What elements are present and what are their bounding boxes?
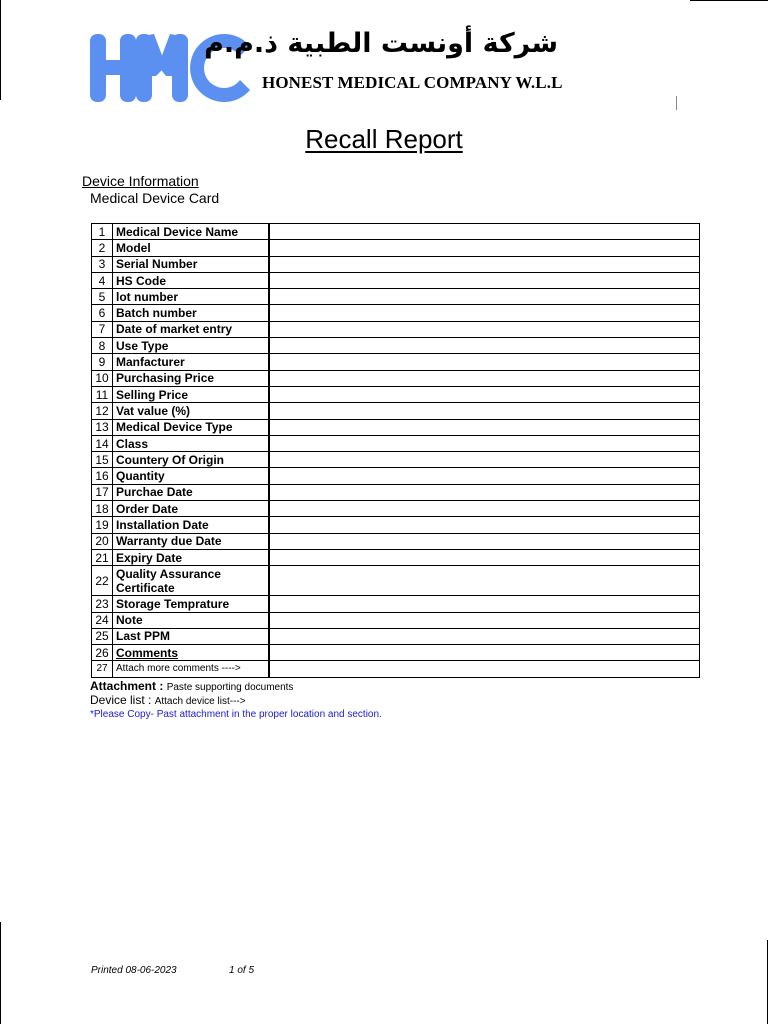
- row-label: HS Code: [113, 272, 270, 288]
- row-number: 2: [92, 240, 113, 256]
- row-label: Purchasing Price: [113, 370, 270, 386]
- row-label: Expiry Date: [113, 549, 270, 565]
- row-label: lot number: [113, 289, 270, 305]
- row-label: Quality Assurance Certificate: [113, 566, 270, 596]
- row-label: Model: [113, 240, 270, 256]
- row-number: 12: [92, 403, 113, 419]
- table-row: [92, 484, 700, 500]
- row-number: 11: [92, 386, 113, 402]
- row-value-field[interactable]: [269, 240, 700, 256]
- table-row: [92, 403, 700, 419]
- row-label: Class: [113, 435, 270, 451]
- row-number: 25: [92, 628, 113, 644]
- row-number: 17: [92, 484, 113, 500]
- table-row: [92, 533, 700, 549]
- row-value-field[interactable]: [269, 484, 700, 500]
- section-title: Device Information: [82, 173, 199, 189]
- row-value-field[interactable]: [269, 338, 700, 354]
- table-row: [92, 452, 700, 468]
- row-value-field[interactable]: [269, 533, 700, 549]
- row-number: 1: [92, 224, 113, 240]
- row-number: 8: [92, 338, 113, 354]
- row-value-field[interactable]: [269, 321, 700, 337]
- row-label: Storage Temprature: [113, 596, 270, 612]
- row-label: Purchae Date: [113, 484, 270, 500]
- page-number: 1 of 5: [229, 965, 255, 976]
- row-value-field[interactable]: [269, 305, 700, 321]
- row-label: Last PPM: [113, 628, 270, 644]
- row-label: Countery Of Origin: [113, 452, 270, 468]
- row-label: Order Date: [113, 501, 270, 517]
- row-number: 6: [92, 305, 113, 321]
- table-row: [92, 612, 700, 628]
- row-label: Medical Device Type: [113, 419, 270, 435]
- crop-mark-top-left: [0, 0, 1, 100]
- row-value-field[interactable]: [269, 645, 700, 661]
- table-row: [92, 272, 700, 288]
- printed-date: Printed 08-06-2023: [91, 965, 177, 976]
- row-value-field[interactable]: [269, 403, 700, 419]
- row-value-field[interactable]: [269, 628, 700, 644]
- row-value-field[interactable]: [269, 517, 700, 533]
- table-row: [92, 596, 700, 612]
- crop-mark-bottom-left: [0, 922, 1, 1024]
- table-row: [92, 549, 700, 565]
- table-row: [92, 501, 700, 517]
- row-label: Manfacturer: [113, 354, 270, 370]
- table-row: [92, 419, 700, 435]
- row-number: 4: [92, 272, 113, 288]
- row-number: 24: [92, 612, 113, 628]
- row-number: 13: [92, 419, 113, 435]
- row-number: 16: [92, 468, 113, 484]
- table-row: [92, 517, 700, 533]
- row-number: 18: [92, 501, 113, 517]
- attachment-line: [90, 679, 293, 693]
- device-list-label: Device list :: [90, 693, 152, 707]
- row-number: 15: [92, 452, 113, 468]
- row-number: 26: [92, 645, 113, 661]
- row-label: Selling Price: [113, 386, 270, 402]
- row-value-field[interactable]: [269, 354, 700, 370]
- device-list-value[interactable]: Attach device list--->: [154, 696, 246, 707]
- row-value-field[interactable]: [269, 501, 700, 517]
- table-row: [92, 628, 700, 644]
- row-number: 21: [92, 549, 113, 565]
- table-row: [92, 661, 700, 677]
- table-row: [92, 354, 700, 370]
- table-row: [92, 370, 700, 386]
- row-value-field[interactable]: [269, 452, 700, 468]
- crop-mark-top-right: [690, 0, 768, 1]
- row-label: Warranty due Date: [113, 533, 270, 549]
- table-row: [92, 386, 700, 402]
- row-label: Note: [113, 612, 270, 628]
- row-number: 23: [92, 596, 113, 612]
- page-title: Recall Report: [305, 124, 463, 154]
- device-info-table: [91, 223, 700, 678]
- row-label: Quantity: [113, 468, 270, 484]
- row-value-field[interactable]: [269, 289, 700, 305]
- row-value-field[interactable]: [269, 419, 700, 435]
- row-value-field[interactable]: [269, 272, 700, 288]
- attachment-label: Attachment :: [90, 679, 164, 693]
- row-number: 10: [92, 370, 113, 386]
- row-value-field[interactable]: [269, 661, 700, 677]
- device-list-line: [90, 693, 246, 707]
- row-number: 19: [92, 517, 113, 533]
- row-number: 9: [92, 354, 113, 370]
- table-row: [92, 338, 700, 354]
- row-number: 7: [92, 321, 113, 337]
- company-name-arabic: شركة أونست الطبية ذ.م.م: [204, 28, 558, 59]
- row-label: Vat value (%): [113, 403, 270, 419]
- row-value-field[interactable]: [269, 224, 700, 240]
- row-label: Comments: [113, 645, 270, 661]
- row-value-field[interactable]: [269, 435, 700, 451]
- table-row: [92, 321, 700, 337]
- stray-mark: [676, 96, 677, 110]
- table-row: [92, 435, 700, 451]
- row-label: Date of market entry: [113, 321, 270, 337]
- table-row: [92, 645, 700, 661]
- table-row: [92, 289, 700, 305]
- row-value-field[interactable]: [269, 566, 700, 596]
- row-number: 22: [92, 566, 113, 596]
- row-number: 5: [92, 289, 113, 305]
- row-label: Installation Date: [113, 517, 270, 533]
- row-label: Medical Device Name: [113, 224, 270, 240]
- table-row: [92, 224, 700, 240]
- row-value-field[interactable]: [269, 256, 700, 272]
- row-value-field[interactable]: [269, 386, 700, 402]
- row-label: Serial Number: [113, 256, 270, 272]
- table-row: [92, 566, 700, 596]
- row-value-field[interactable]: [269, 549, 700, 565]
- row-value-field[interactable]: [269, 596, 700, 612]
- row-number: 3: [92, 256, 113, 272]
- company-name-english: HONEST MEDICAL COMPANY W.L.L: [262, 73, 563, 92]
- row-number: 20: [92, 533, 113, 549]
- row-value-field[interactable]: [269, 612, 700, 628]
- row-value-field[interactable]: [269, 370, 700, 386]
- row-number: 27: [92, 661, 113, 677]
- row-label: Batch number: [113, 305, 270, 321]
- row-label: Attach more comments ---->: [113, 661, 270, 677]
- row-value-field[interactable]: [269, 468, 700, 484]
- row-label: Use Type: [113, 338, 270, 354]
- table-row: [92, 256, 700, 272]
- table-row: [92, 240, 700, 256]
- section-subtitle: Medical Device Card: [90, 190, 220, 206]
- row-number: 14: [92, 435, 113, 451]
- copy-paste-note: *Please Copy- Past attachment in the proper location and section.: [90, 709, 382, 720]
- table-row: [92, 305, 700, 321]
- attachment-value[interactable]: Paste supporting documents: [166, 682, 294, 693]
- table-row: [92, 468, 700, 484]
